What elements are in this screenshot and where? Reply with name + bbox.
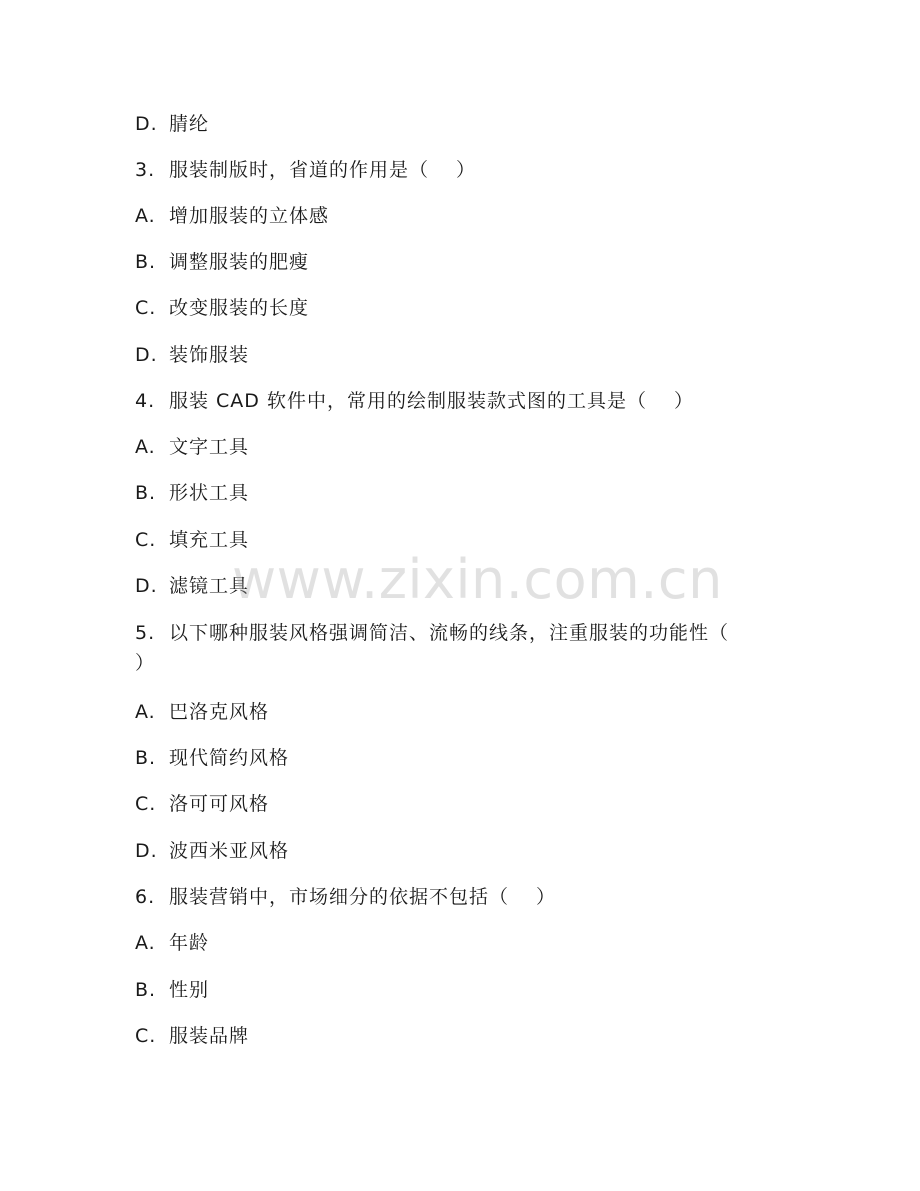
option-text: 文字工具 [169,436,250,458]
question-text: 服装营销中，市场细分的依据不包括（ ） [169,886,557,908]
option-text: 腈纶 [169,113,210,135]
question-number: 6. [135,886,156,908]
option-label: A. [135,701,156,723]
option-label: D. [135,575,158,597]
question-5-continuation [135,651,155,675]
question-text: 以下哪种服装风格强调简洁、流畅的线条，注重服装的功能性（ [169,622,730,644]
option-text: 巴洛克风格 [169,701,270,723]
option-text: 洛可可风格 [169,793,270,815]
option-label: D. [135,840,158,862]
option-label: B. [135,482,157,504]
question-text: 服装制版时，省道的作用是（ ） [169,159,477,181]
option-text: 服装品牌 [169,1025,250,1047]
option-text: 装饰服装 [169,344,250,366]
option-b-q5 [135,746,289,770]
option-b-q3 [135,250,309,274]
option-label: C. [135,1025,157,1047]
option-label: C. [135,793,157,815]
option-label: A. [135,205,156,227]
option-text: 滤镜工具 [169,575,250,597]
option-text: 调整服装的肥瘦 [169,251,310,273]
option-label: C. [135,529,157,551]
option-a-q4 [135,435,249,459]
question-text-continued: ） [135,652,156,674]
question-number: 5. [135,622,156,644]
option-d-q3 [135,343,249,367]
option-b-q4 [135,481,249,505]
option-text: 性别 [169,979,210,1001]
option-b-q6 [135,978,209,1002]
option-text: 年龄 [169,932,210,954]
option-d-q2 [135,112,209,136]
option-label: D. [135,113,158,135]
question-5 [135,621,729,645]
question-4 [135,389,694,413]
question-number: 3. [135,159,156,181]
option-label: B. [135,747,157,769]
option-a-q6 [135,931,209,955]
option-label: B. [135,979,157,1001]
option-text: 现代简约风格 [169,747,290,769]
option-label: B. [135,251,157,273]
option-c-q5 [135,792,269,816]
option-c-q3 [135,296,309,320]
option-label: C. [135,297,157,319]
option-a-q3 [135,204,329,228]
question-text: 服装 CAD 软件中，常用的绘制服装款式图的工具是（ ） [169,390,695,412]
option-a-q5 [135,700,269,724]
option-d-q5 [135,839,289,863]
option-text: 填充工具 [169,529,250,551]
option-label: D. [135,344,158,366]
option-text: 形状工具 [169,482,250,504]
question-3 [135,158,476,182]
option-d-q4 [135,574,249,598]
option-text: 波西米亚风格 [169,840,290,862]
option-label: A. [135,932,156,954]
option-label: A. [135,436,156,458]
question-number: 4. [135,390,156,412]
option-c-q6 [135,1024,249,1048]
watermark-text: www.zixin.com.cn [232,548,723,611]
option-text: 改变服装的长度 [169,297,310,319]
question-6 [135,885,556,909]
option-c-q4 [135,528,249,552]
option-text: 增加服装的立体感 [169,205,330,227]
